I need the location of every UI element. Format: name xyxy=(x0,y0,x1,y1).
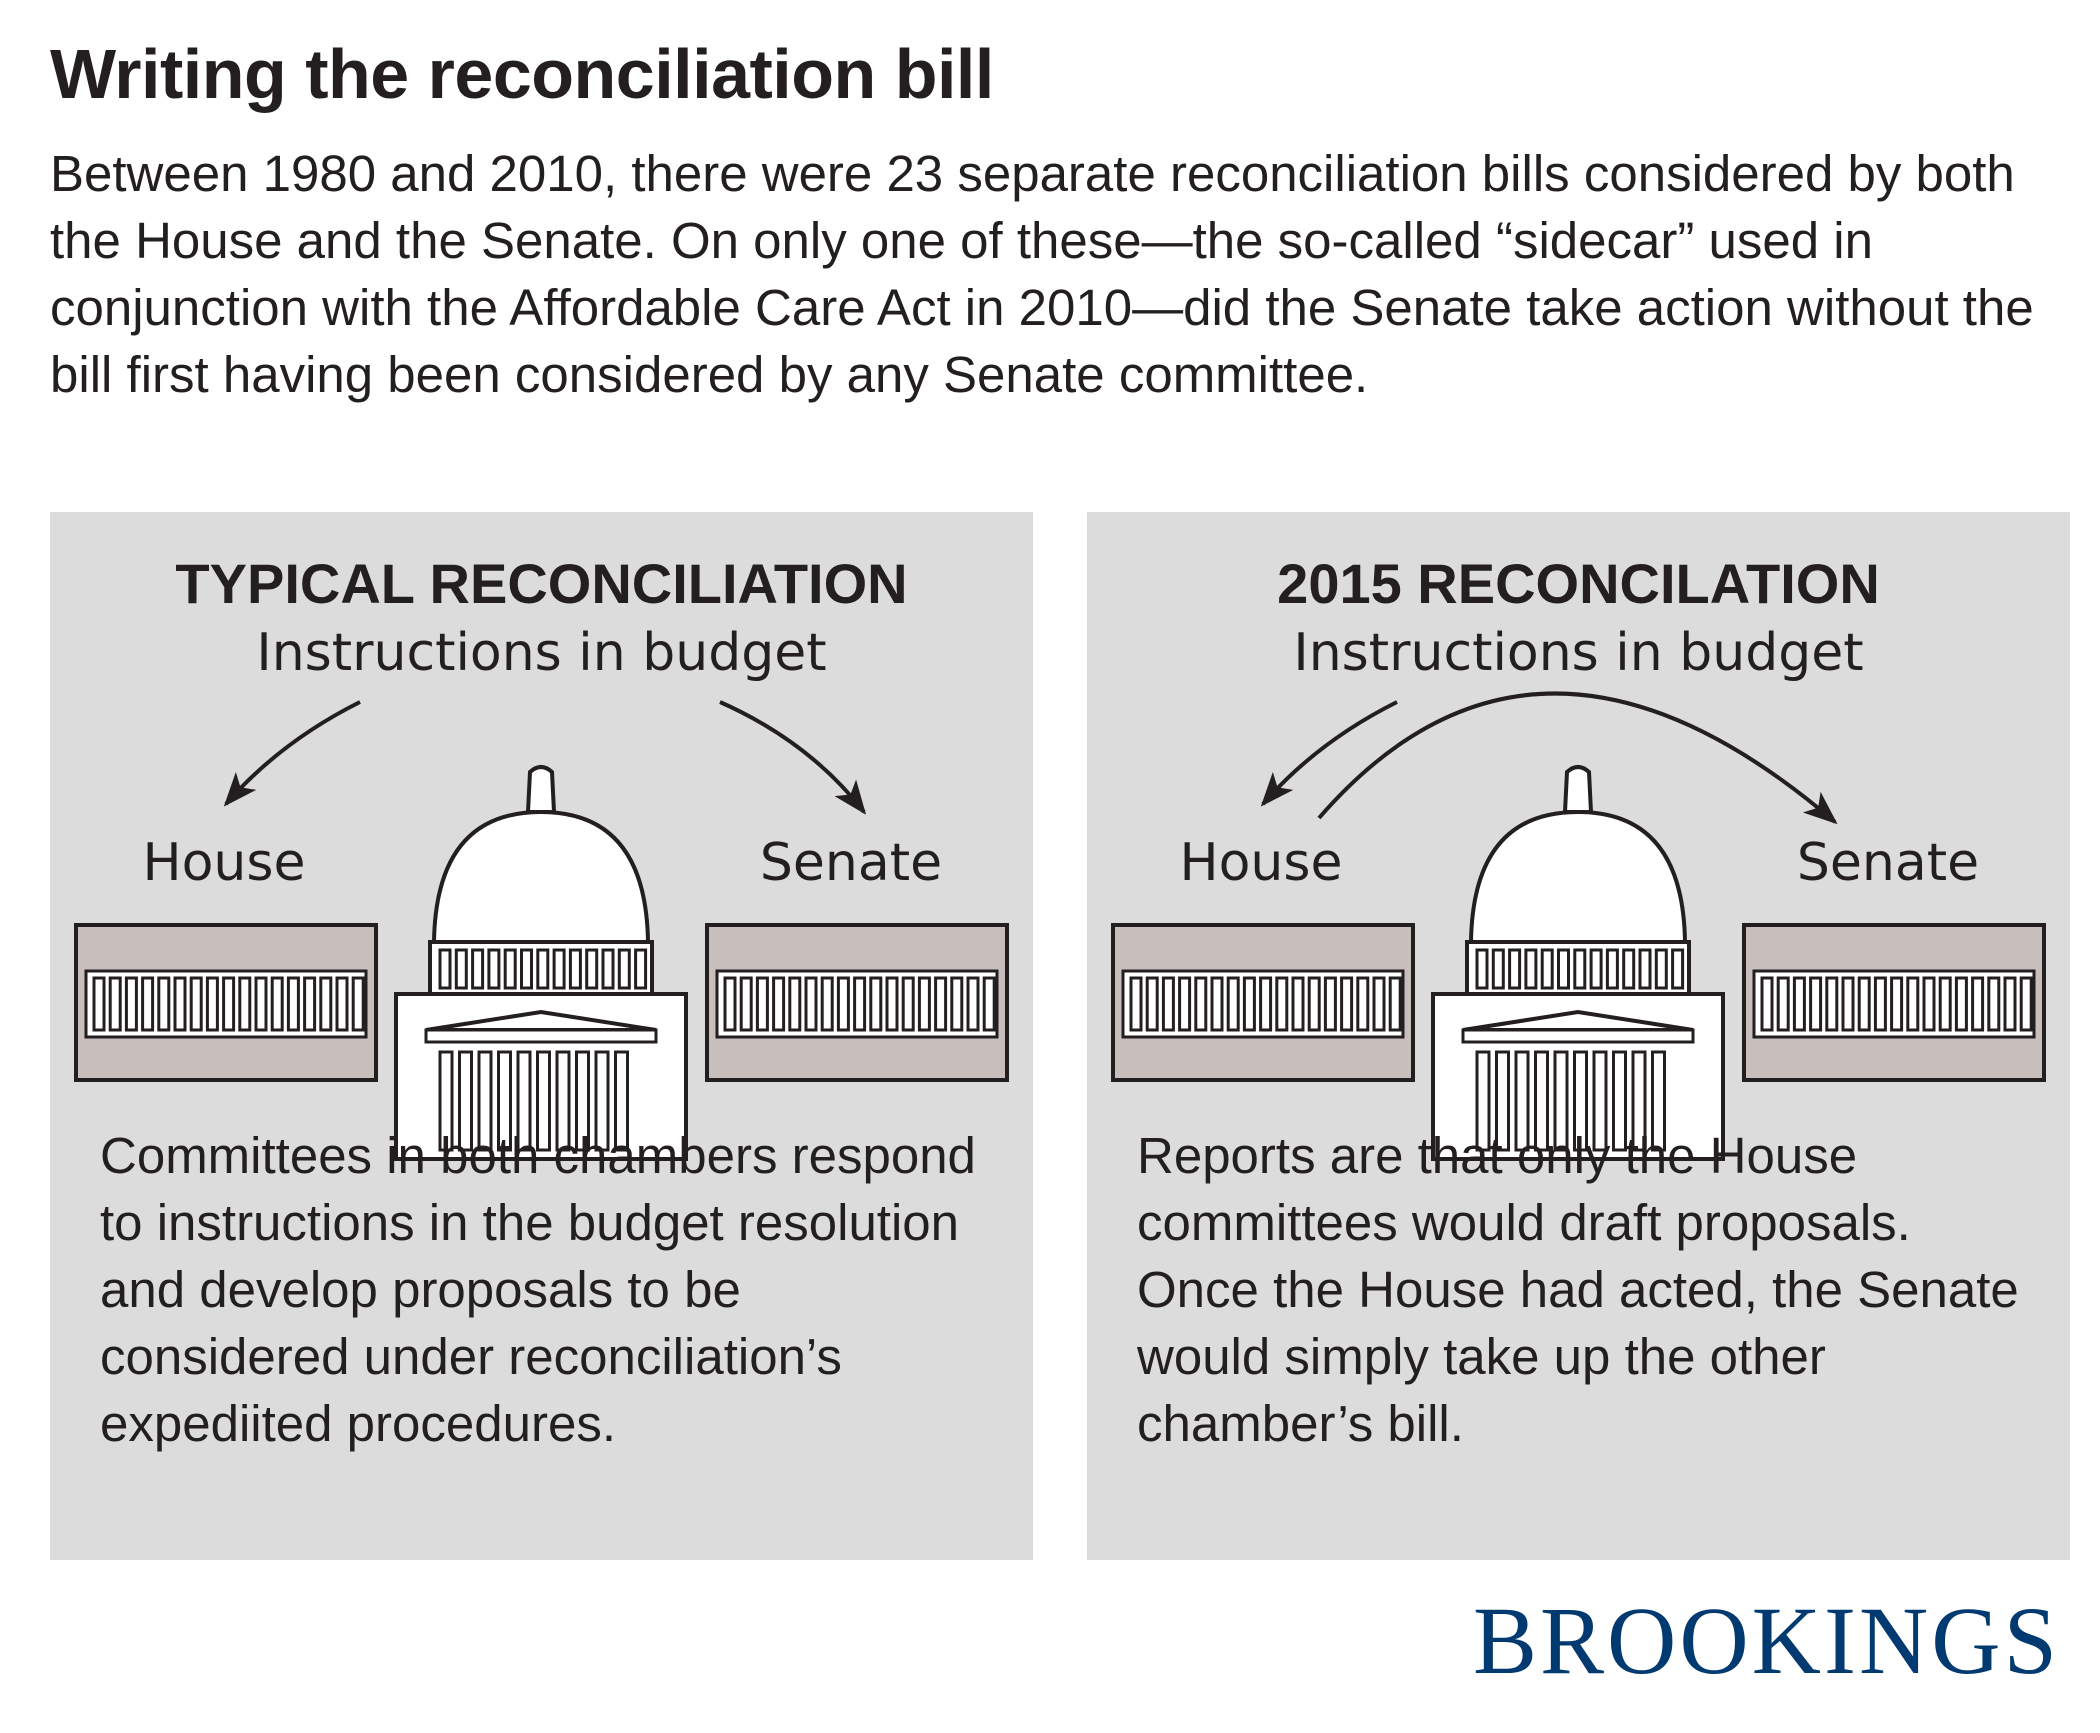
capitol-building-icon xyxy=(1433,767,1723,1159)
curved-arrow-icon xyxy=(1263,702,1397,804)
capitol-building-icon xyxy=(396,767,686,1159)
house-chamber-icon xyxy=(1113,925,1413,1080)
senate-label: Senate xyxy=(1796,833,1980,893)
senate-chamber-icon xyxy=(707,925,1007,1080)
panel-heading: TYPICAL RECONCILIATION xyxy=(175,552,908,615)
senate-label: Senate xyxy=(759,833,943,893)
page-title: Writing the reconciliation bill xyxy=(50,35,994,113)
house-chamber-icon xyxy=(76,925,376,1080)
house-label: House xyxy=(1179,833,1343,893)
typical-reconciliation-panel xyxy=(50,512,1033,1560)
instructions-label: Instructions in budget xyxy=(256,623,827,683)
house-label: House xyxy=(142,833,306,893)
brookings-logo: BROOKINGS xyxy=(1472,1587,2060,1694)
intro-paragraph: Between 1980 and 2010, there were 23 separate reconciliation bills considered by both the House and the Senate. On only one of these—the so-called “sidecar” used in conjunction with the Affordable Care Act in 2010—did the Senate take action without the bill first having been considered by any Senate committee. xyxy=(50,145,2034,403)
senate-chamber-icon xyxy=(1744,925,2044,1080)
panel-description: Reports are that only the House committees would draft proposals. Once the House had acted, the Senate would simply take up the other chamber’s bill. xyxy=(1137,1127,2019,1452)
panel-heading: 2015 RECONCILATION xyxy=(1277,552,1880,615)
reconciliation-2015-panel xyxy=(1087,512,2070,1560)
curved-arrow-icon xyxy=(720,702,864,812)
panel-description: Committees in both chambers respond to instructions in the budget resolution and develop proposals to be considered under reconciliation’s expediited procedures. xyxy=(100,1127,976,1452)
curved-arrow-icon xyxy=(226,702,360,804)
instructions-label: Instructions in budget xyxy=(1293,623,1864,683)
